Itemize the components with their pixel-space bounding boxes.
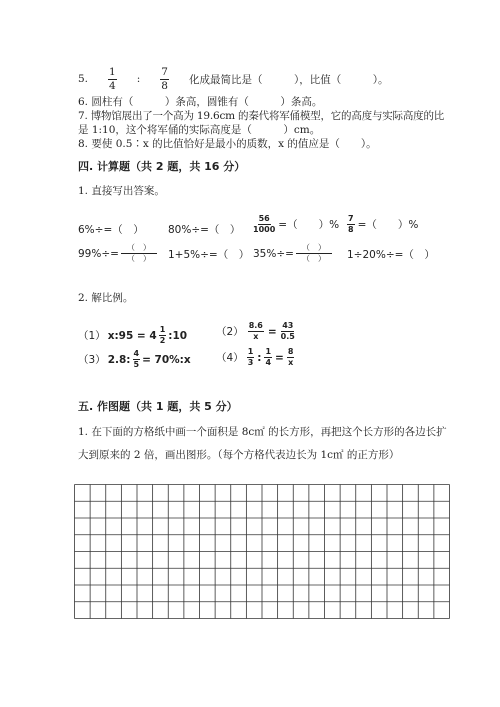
section-5-question-1-line-1: 1. 在下面的方格纸中画一个面积是 8c㎡ 的长方形，再把这个长方形的各边长扩 [78,426,447,438]
grid-paper[interactable] [74,484,450,619]
calc-r1c4: $\frac{7}{8}$ =（ ）% [348,214,419,234]
question-number: 5. [78,73,89,85]
calc-r2c4: 1÷20%÷=（ ） [347,249,435,261]
question-7-line-1: 7. 博物馆展出了一个高为 19.6cm 的秦代将军俑模型，它的高度与实际高度的比 [78,110,445,122]
calc-r2c1: 99%÷= $\frac{( )}{( )}$ [78,244,157,263]
fraction-seven-eighths: $\frac{7}{8}$ [161,66,168,92]
question-8: 8. 要使 0.5∶x 的比值恰好是最小的质数，x 的值应是（ ）。 [78,138,377,150]
equation-1: （1） x:95 = 4 $\frac{1}{2}$ :10 [78,325,188,345]
equation-2: （2） $\frac{8.6}{x}$ = $\frac{43}{0.5}$ [216,321,295,341]
calc-r2c3: 35%÷= $\frac{( )}{( )}$ [253,244,332,263]
section-4-question-2: 2. 解比例。 [78,292,134,304]
equation-3: （3） 2.8: $\frac{4}{5}$ = 70%:x [78,349,191,369]
section-4-heading: 四. 计算题（共 2 题，共 16 分） [78,160,246,173]
question-5 [78,66,388,92]
question-7-line-2: 是 1:10，这个将军俑的实际高度是（ ）cm。 [78,124,321,136]
grid-lines [74,484,450,619]
ratio-colon: : [136,73,141,85]
question-6: 6. 圆柱有（ ）条高，圆锥有（ ）条高。 [78,96,323,108]
calc-r1c3: $\frac{56}{1000}$ =（ ）% [253,214,340,234]
question-5-text: 化成最简比是（ ），比值（ ）。 [188,73,389,86]
calc-r1c2: 80%÷=（ ） [168,224,241,236]
section-4-question-1: 1. 直接写出答案。 [78,185,165,197]
equation-4: （4） $\frac{1}{3}$ : $\frac{1}{4}$ = $\frac{8}{x}$ [216,347,294,367]
calc-r1c1: 6%÷=（ ） [78,224,144,236]
section-5-heading: 五. 作图题（共 1 题，共 5 分） [78,400,238,413]
calc-r2c2: 1+5%÷=（ ） [168,249,250,261]
section-5-question-1-line-2: 大到原来的 2 倍，画出图形。（每个方格代表边长为 1c㎡ 的正方形） [78,449,400,461]
fraction-one-quarter: $\frac{1}{4}$ [109,66,116,92]
